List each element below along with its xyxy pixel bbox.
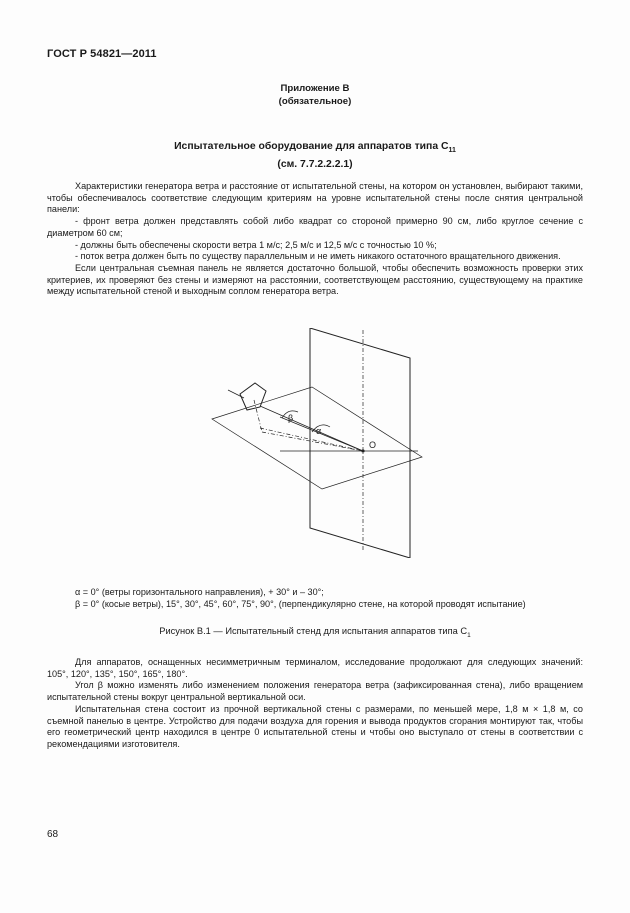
- section-title-text: Испытательное оборудование для аппаратов типа С: [174, 141, 449, 152]
- intro-bullet-1: - фронт ветра должен представлять собой либо квадрат со стороной примерно 90 см, либо круглое сечение с диаметром 60 см;: [47, 216, 583, 238]
- intro-paragraph-2: Если центральная съемная панель не является достаточно большой, чтобы обеспечить возможность проверки этих критериев, их проверяют без стены и измеряют на расстоянии, соответствующем расстоянию, существующему на практике между испытательной стеной и выходным соплом генератора ветра.: [47, 262, 583, 297]
- projection-line: [262, 432, 363, 451]
- section-title: [0, 140, 630, 172]
- outro-paragraph-1: Для аппаратов, оснащенных несимметричным терминалом, исследование продолжают для следующих значений: 105°, 120°, 135°, 150°, 165°, 180°.: [47, 657, 583, 679]
- standard-header: ГОСТ Р 54821—2011: [47, 48, 157, 60]
- outro-text: [47, 657, 583, 751]
- figure-caption: [0, 626, 630, 639]
- intro-paragraph-1: Характеристики генератора ветра и расстояние от испытательной стены, на котором он установлен, выбирают такими, чтобы обеспечивалось соответствие следующим критериям на уровне испытательной стены после снятия центральной панели:: [47, 181, 583, 215]
- caption-subscript: 1: [467, 631, 471, 639]
- test-wall: [310, 328, 410, 558]
- wind-axis-line: [260, 406, 363, 451]
- projection-line: [260, 428, 363, 451]
- center-point: [361, 449, 364, 452]
- figure-notes: [47, 587, 583, 610]
- test-stand-figure: [200, 328, 440, 558]
- center-label: O: [369, 440, 377, 450]
- section-title-main: [0, 140, 630, 158]
- page-number: 68: [47, 829, 59, 840]
- outro-paragraph-3: Испытательная стена состоит из прочной вертикальной стены с размерами, по меньшей мере, 1,8 м × 1,8 м, со съемной панелью в центре. Устройство для подачи воздуха для горения и вывода продуктов сгорания монтируют так, чтобы его геометрический центр находился в центре 0 испытательной стены и чтобы оно выступало от стены в соответствии с рекомендациями изготовителя.: [47, 703, 583, 749]
- beta-label: β: [288, 413, 294, 423]
- appendix-title: Приложение В: [280, 83, 350, 94]
- note-alpha: α = 0° (ветры горизонтального направления), + 30° и – 30°;: [75, 587, 324, 597]
- appendix-heading: [0, 82, 630, 108]
- intro-text: [47, 181, 583, 298]
- intro-bullet-2: - должны быть обеспечены скорости ветра 1 м/с; 2,5 м/с и 12,5 м/с с точностью 10 %;: [75, 239, 437, 250]
- appendix-status: (обязательное): [278, 96, 352, 107]
- generator-back-line: [228, 390, 244, 398]
- intro-bullet-3: - поток ветра должен быть по существу параллельным и не иметь никакого остаточного вращательного движения.: [75, 251, 561, 262]
- section-reference: (см. 7.7.2.2.2.1): [277, 159, 353, 171]
- caption-text: Рисунок В.1 — Испытательный стенд для испытания аппаратов типа С: [159, 626, 468, 636]
- note-beta: β = 0° (косые ветры), 15°, 30°, 45°, 60°, 75°, 90°, (перпендикулярно стене, на которой проводят испытание): [75, 598, 526, 609]
- outro-paragraph-2: Угол β можно изменять либо изменением положения генератора ветра (зафиксированная стена), либо вращением испытательной стены вокруг центральной вертикальной оси.: [47, 680, 583, 703]
- section-title-subscript: 11: [448, 147, 456, 155]
- alpha-label: α: [316, 426, 322, 436]
